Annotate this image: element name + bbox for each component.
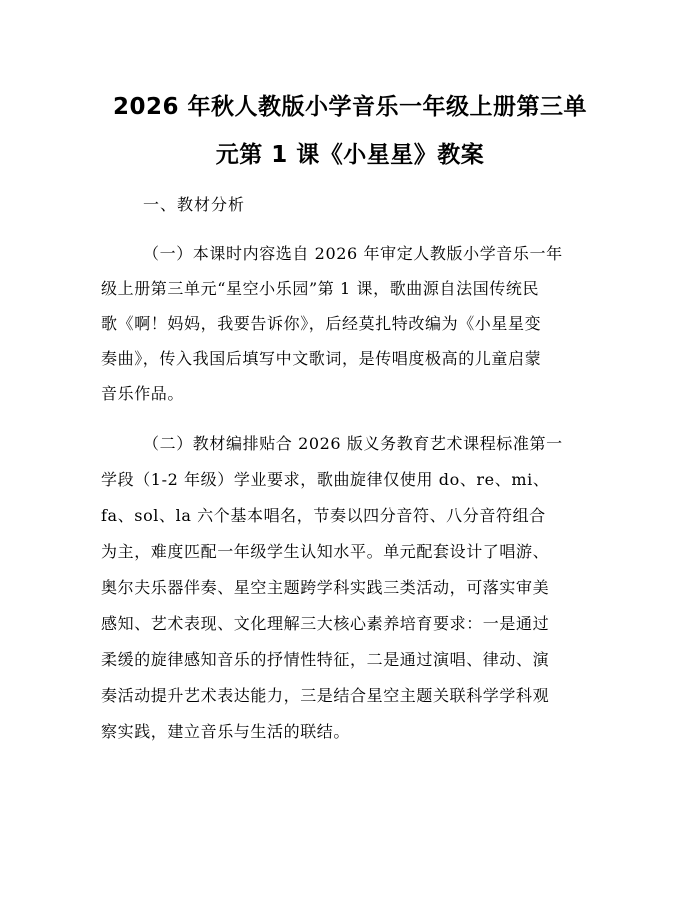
paragraph-line: 奥尔夫乐器伴奏、星空主题跨学科实践三类活动，可落实审美 [101,578,550,597]
paragraph-line: 为主，难度匹配一年级学生认知水平。单元配套设计了唱游、 [101,542,550,561]
paragraph-line: 学段（1-2 年级）学业要求，歌曲旋律仅使用 do、re、mi、 [101,470,550,489]
paragraph-line: fa、sol、la 六个基本唱名，节奏以四分音符、八分音符组合 [101,506,546,525]
document-title-line-2: 元第 1 课《小星星》教案 [215,142,485,168]
document-title-line-1: 2026 年秋人教版小学音乐一年级上册第三单 [112,94,588,120]
paragraph-line: （二）教材编排贴合 2026 版义务教育艺术课程标准第一 [143,434,563,453]
paragraph-line: 级上册第三单元“星空小乐园”第 1 课，歌曲源自法国传统民 [101,279,540,298]
paragraph-line: 奏活动提升艺术表达能力，三是结合星空主题关联科学学科观 [101,686,550,705]
paragraph-line: 奏曲》，传入我国后填写中文歌词，是传唱度极高的儿童启蒙 [101,349,542,368]
paragraph-line: 歌《啊！妈妈，我要告诉你》，后经莫扎特改编为《小星星变 [101,314,542,333]
paragraph-line: 音乐作品。 [101,384,185,403]
paragraph-line: 察实践，建立音乐与生活的联结。 [101,722,351,741]
paragraph-line: 感知、艺术表现、文化理解三大核心素养培育要求：一是通过 [101,614,550,633]
section-heading: 一、教材分析 [143,195,246,214]
paragraph-line: （一）本课时内容选自 2026 年审定人教版小学音乐一年 [143,244,563,263]
paragraph-line: 柔缓的旋律感知音乐的抒情性特征，二是通过演唱、律动、演 [101,650,550,669]
